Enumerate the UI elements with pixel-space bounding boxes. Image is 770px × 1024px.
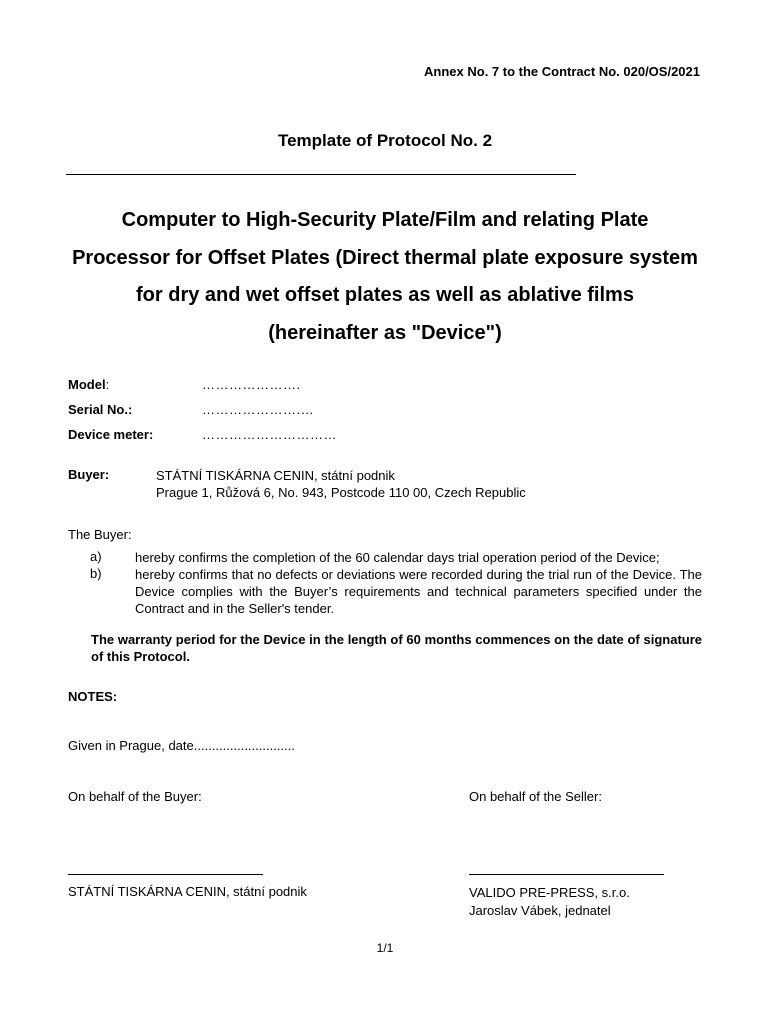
page-number: 1/1	[376, 941, 394, 955]
model-value: ………………….	[202, 377, 301, 392]
buyer-label: Buyer:	[68, 467, 110, 482]
buyer-name: STÁTNÍ TISKÁRNA CENIN, státní podnik	[156, 468, 395, 483]
device-meter-label: Device meter:	[68, 427, 154, 442]
notes-label: NOTES:	[68, 689, 118, 704]
heading-line-4: (hereinafter as "Device")	[268, 321, 502, 344]
seller-behalf-label: On behalf of the Seller:	[469, 789, 602, 804]
heading-line-2: Processor for Offset Plates (Direct thermal plate exposure system	[72, 246, 698, 269]
annex-reference: Annex No. 7 to the Contract No. 020/OS/2021	[424, 64, 700, 79]
heading-line-3: for dry and wet offset plates as well as ablative films	[136, 284, 634, 306]
protocol-title: Template of Protocol No. 2	[277, 131, 493, 150]
device-heading	[58, 202, 712, 352]
item-b-text: hereby confirms that no defects or deviations were recorded during the trial run of the Device. The Device complies with the Buyer’s requirements and technical parameters specified under the Contract and in the Seller's tender.	[135, 567, 702, 616]
seller-company: VALIDO PRE-PRESS, s.r.o.	[469, 885, 630, 900]
buyer-signatory: STÁTNÍ TISKÁRNA CENIN, státní podnik	[68, 884, 307, 899]
seller-signatory	[469, 884, 630, 920]
serial-value: ………………….…	[202, 402, 315, 417]
title-divider	[66, 174, 576, 175]
seller-signature-line	[469, 874, 664, 875]
warranty-statement: The warranty period for the Device in the length of 60 months commences on the date of signature of this Protocol.	[91, 632, 702, 664]
buyer-details	[156, 467, 526, 501]
device-meter-value: …………………………	[202, 427, 337, 442]
buyer-behalf-label: On behalf of the Buyer:	[68, 789, 202, 804]
buyer-address: Prague 1, Růžová 6, No. 943, Postcode 110 00, Czech Republic	[156, 485, 526, 500]
buyer-intro: The Buyer:	[68, 527, 132, 542]
model-label: Model:	[68, 377, 110, 392]
given-in-prague: Given in Prague, date............................	[68, 738, 295, 753]
heading-line-1: Computer to High-Security Plate/Film and relating Plate	[121, 209, 649, 231]
serial-label: Serial No.:	[68, 402, 133, 417]
seller-person: Jaroslav Vábek, jednatel	[469, 903, 611, 918]
item-a-text: hereby confirms the completion of the 60 calendar days trial operation period of the Device;	[135, 550, 660, 565]
item-b-marker: b)	[90, 566, 102, 581]
buyer-signature-line	[68, 874, 263, 875]
item-a-marker: a)	[90, 549, 102, 564]
